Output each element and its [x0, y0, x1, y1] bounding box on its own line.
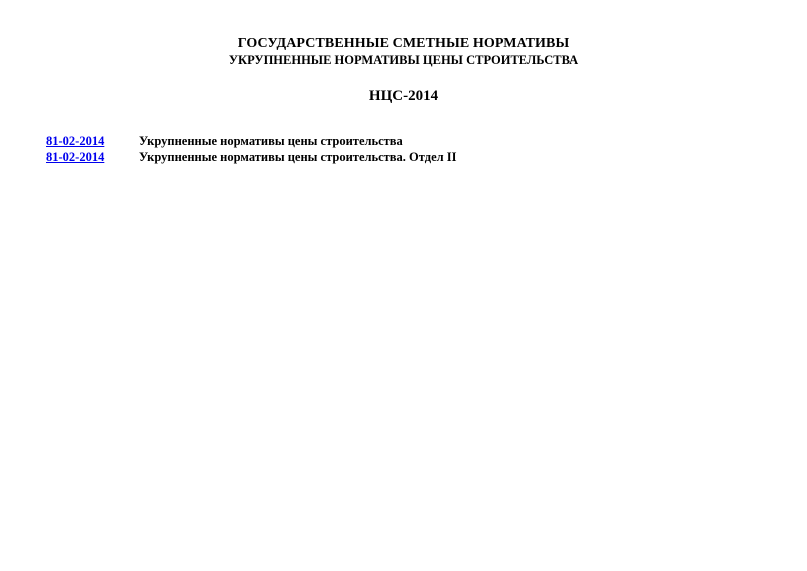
document-link-1[interactable]: 81-02-2014 — [46, 134, 105, 148]
header-title: ГОСУДАРСТВЕННЫЕ СМЕТНЫЕ НОРМАТИВЫ — [237, 36, 570, 51]
document-code-heading: НЦС-2014 — [368, 88, 439, 104]
list-item — [46, 149, 766, 165]
document-title-2: Укрупненные нормативы цены строительства. Отдел II — [139, 150, 457, 164]
document-list — [46, 133, 766, 165]
list-item — [46, 133, 766, 149]
document-link-2[interactable]: 81-02-2014 — [46, 150, 105, 164]
document-title-1: Укрупненные нормативы цены строительства — [139, 134, 403, 148]
header-subtitle: УКРУПНЕННЫЕ НОРМАТИВЫ ЦЕНЫ СТРОИТЕЛЬСТВА — [228, 53, 579, 67]
page-header — [0, 36, 807, 68]
